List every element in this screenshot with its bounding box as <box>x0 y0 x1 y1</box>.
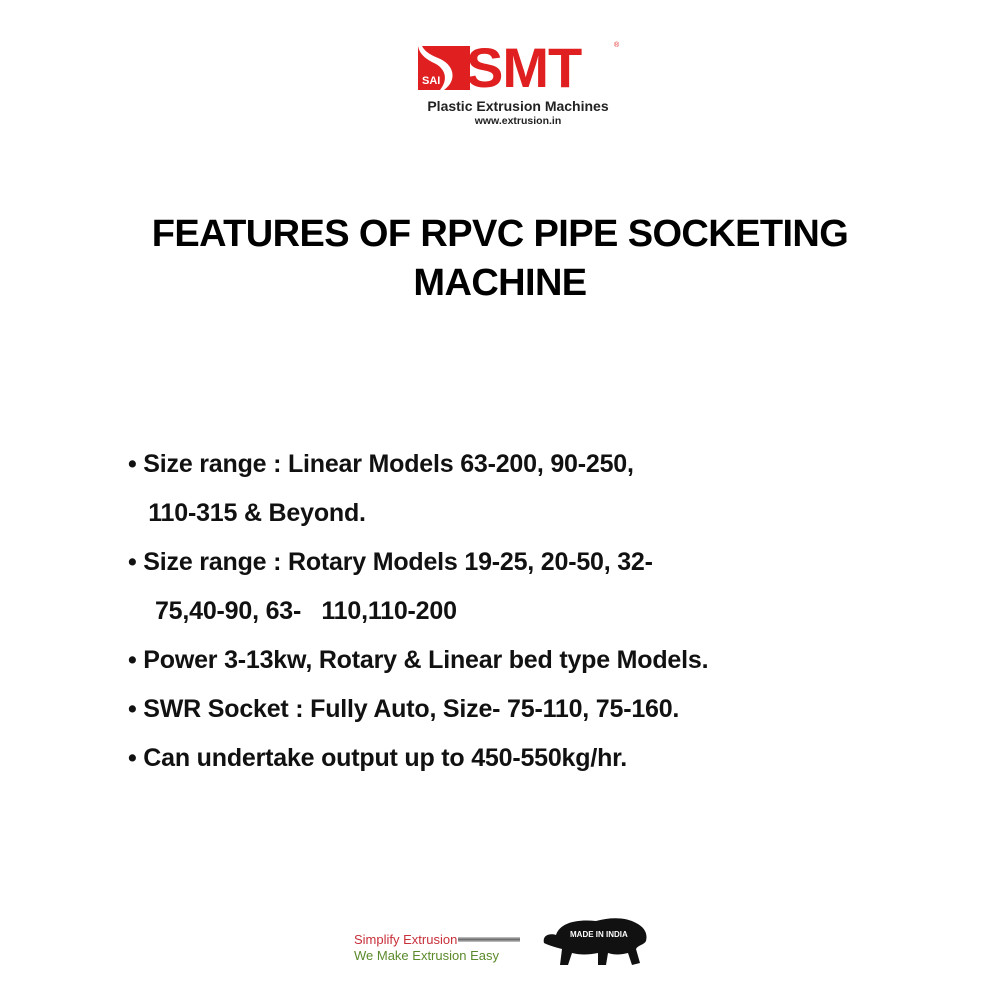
slogan-easy: We Make Extrusion Easy <box>354 948 499 963</box>
feature-item: • Size range : Linear Models 63-200, 90-250, <box>128 450 634 478</box>
page-title <box>0 210 1000 308</box>
feature-item: 110-315 & Beyond. <box>128 499 366 527</box>
title-line-1: FEATURES OF RPVC PIPE SOCKETING <box>151 213 849 255</box>
smt-logo <box>416 36 626 130</box>
sai-logo-mark-icon <box>418 46 470 90</box>
title-line-2: MACHINE <box>413 262 587 304</box>
logo-brand: SMT <box>466 36 582 99</box>
feature-list <box>128 440 708 783</box>
registered-mark: ® <box>614 42 620 49</box>
slogan-simplify: Simplify Extrusion <box>354 932 458 947</box>
feature-item: • Can undertake output up to 450-550kg/hr. <box>128 744 628 772</box>
logo-url: www.extrusion.in <box>474 115 562 127</box>
extrusion-rod-icon <box>458 937 520 942</box>
svg-text:MADE IN INDIA: MADE IN INDIA <box>570 930 628 939</box>
svg-text:SAI: SAI <box>422 75 441 87</box>
footer-slogan <box>354 932 499 964</box>
logo-tagline: Plastic Extrusion Machines <box>427 98 609 114</box>
make-in-india-lion-icon <box>540 915 650 970</box>
feature-item: 75,40-90, 63- 110,110-200 <box>128 597 457 625</box>
feature-item: • Power 3-13kw, Rotary & Linear bed type Models. <box>128 646 709 674</box>
feature-item: • SWR Socket : Fully Auto, Size- 75-110, 75-160. <box>128 695 680 723</box>
feature-item: • Size range : Rotary Models 19-25, 20-50, 32- <box>128 548 653 576</box>
